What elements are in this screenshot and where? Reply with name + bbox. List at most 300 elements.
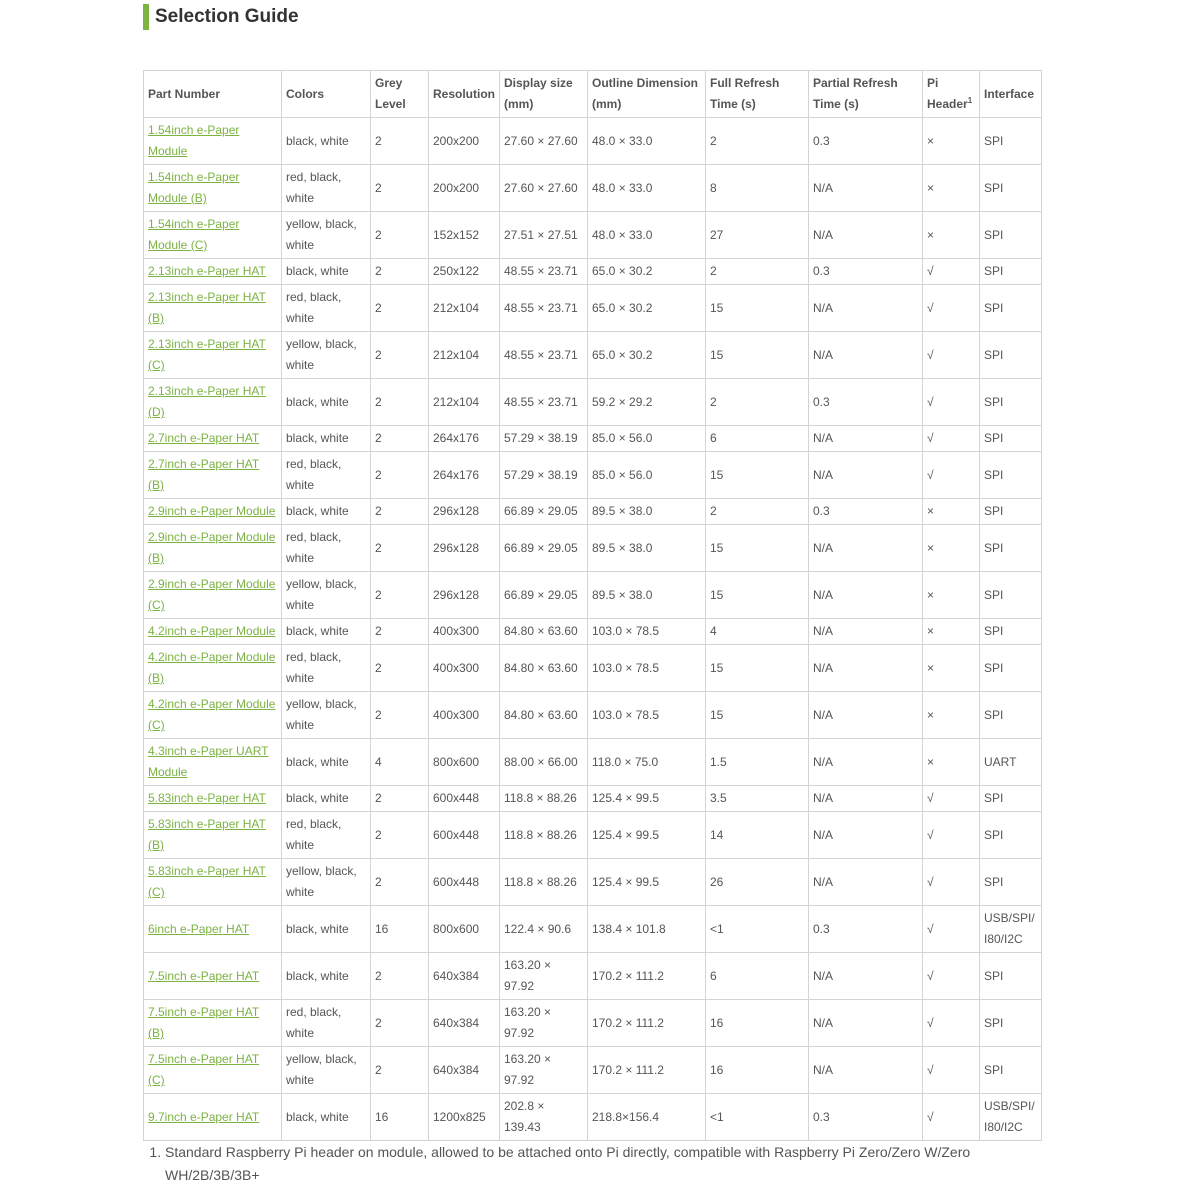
cell-iface: SPI [980,259,1042,285]
cell-pi: √ [923,426,980,452]
cell-part [144,525,282,572]
cell-iface: SPI [980,953,1042,1000]
cell-part [144,572,282,619]
cell-colors: red, black, white [282,1000,371,1047]
cell-pi: × [923,572,980,619]
cell-grey: 2 [371,499,429,525]
cell-disp: 57.29 × 38.19 [500,426,588,452]
column-header-label: Part Number [148,86,221,101]
cell-partial: N/A [809,212,923,259]
cell-colors: yellow, black, white [282,859,371,906]
cell-full: 1.5 [706,739,809,786]
cell-outline: 85.0 × 56.0 [588,452,706,499]
cell-pi: √ [923,332,980,379]
cell-grey: 2 [371,165,429,212]
cell-outline: 48.0 × 33.0 [588,118,706,165]
part-number-link[interactable]: 4.2inch e-Paper Module (C) [148,697,276,732]
footnote-marker: 1 [967,96,973,105]
cell-part [144,812,282,859]
cell-part [144,165,282,212]
cell-iface: UART [980,739,1042,786]
cell-iface: SPI [980,165,1042,212]
cell-iface: SPI [980,379,1042,426]
cell-partial: 0.3 [809,379,923,426]
table-row [144,379,1042,426]
cell-colors: black, white [282,118,371,165]
cell-iface: SPI [980,1000,1042,1047]
cell-partial: N/A [809,332,923,379]
cell-disp: 66.89 × 29.05 [500,572,588,619]
cell-partial: 0.3 [809,499,923,525]
cell-grey: 2 [371,1000,429,1047]
cell-res: 640x384 [429,1047,500,1094]
cell-res: 212x104 [429,379,500,426]
cell-disp: 27.60 × 27.60 [500,118,588,165]
column-header-outline [588,71,706,118]
cell-grey: 2 [371,426,429,452]
cell-res: 212x104 [429,332,500,379]
column-header-label: Pi Header [927,76,968,111]
column-header-label: Resolution [433,86,495,101]
cell-res: 212x104 [429,285,500,332]
cell-grey: 2 [371,786,429,812]
cell-outline: 125.4 × 99.5 [588,786,706,812]
cell-pi: √ [923,452,980,499]
part-number-link[interactable]: 2.13inch e-Paper HAT (C) [148,337,266,372]
cell-partial: N/A [809,953,923,1000]
cell-outline: 59.2 × 29.2 [588,379,706,426]
cell-outline: 85.0 × 56.0 [588,426,706,452]
cell-pi: √ [923,953,980,1000]
part-number-link[interactable]: 2.13inch e-Paper HAT (B) [148,290,266,325]
cell-disp: 118.8 × 88.26 [500,812,588,859]
cell-outline: 89.5 × 38.0 [588,499,706,525]
cell-full: 15 [706,285,809,332]
cell-grey: 2 [371,525,429,572]
cell-colors: black, white [282,499,371,525]
part-number-link[interactable]: 1.54inch e-Paper Module (C) [148,217,240,252]
cell-partial: N/A [809,452,923,499]
part-number-link[interactable]: 2.7inch e-Paper HAT (B) [148,457,260,492]
cell-disp: 48.55 × 23.71 [500,259,588,285]
column-header-label: Outline Dimension (mm) [592,76,699,111]
cell-partial: N/A [809,619,923,645]
cell-part [144,1094,282,1141]
cell-part [144,452,282,499]
cell-iface: SPI [980,859,1042,906]
table-header-row [144,71,1042,118]
cell-partial: N/A [809,426,923,452]
selection-guide-table [143,70,1042,1141]
table-row [144,619,1042,645]
cell-partial: N/A [809,525,923,572]
cell-partial: 0.3 [809,259,923,285]
part-number-link[interactable]: 1.54inch e-Paper Module (B) [148,170,240,205]
cell-outline: 170.2 × 111.2 [588,1000,706,1047]
column-header-partial [809,71,923,118]
table-row [144,739,1042,786]
cell-grey: 4 [371,739,429,786]
cell-full: 15 [706,525,809,572]
column-header-label: Partial Refresh Time (s) [813,76,898,111]
table-row [144,525,1042,572]
table-row [144,165,1042,212]
cell-full: 6 [706,426,809,452]
table-row [144,499,1042,525]
cell-part [144,786,282,812]
part-number-link[interactable]: 2.9inch e-Paper Module (C) [148,577,276,612]
cell-res: 250x122 [429,259,500,285]
cell-full: 6 [706,953,809,1000]
cell-grey: 2 [371,452,429,499]
cell-disp: 66.89 × 29.05 [500,525,588,572]
column-header-label: Grey Level [375,76,406,111]
cell-iface: SPI [980,692,1042,739]
cell-res: 640x384 [429,953,500,1000]
cell-disp: 57.29 × 38.19 [500,452,588,499]
cell-partial: N/A [809,739,923,786]
cell-outline: 138.4 × 101.8 [588,906,706,953]
cell-part [144,426,282,452]
cell-colors: yellow, black, white [282,1047,371,1094]
column-header-label: Interface [984,86,1035,101]
cell-pi: × [923,165,980,212]
cell-grey: 2 [371,212,429,259]
cell-outline: 103.0 × 78.5 [588,619,706,645]
cell-part [144,859,282,906]
cell-grey: 2 [371,332,429,379]
cell-colors: red, black, white [282,645,371,692]
cell-full: 2 [706,118,809,165]
cell-part [144,906,282,953]
cell-res: 296x128 [429,525,500,572]
cell-grey: 2 [371,619,429,645]
cell-full: <1 [706,906,809,953]
part-number-link[interactable]: 4.2inch e-Paper Module [148,624,276,638]
table-row [144,1047,1042,1094]
cell-disp: 122.4 × 90.6 [500,906,588,953]
cell-grey: 2 [371,572,429,619]
table-row [144,692,1042,739]
cell-disp: 27.60 × 27.60 [500,165,588,212]
cell-grey: 16 [371,906,429,953]
part-number-link[interactable]: 5.83inch e-Paper HAT [148,791,266,805]
part-number-link[interactable]: 6inch e-Paper HAT [148,921,250,936]
cell-part [144,379,282,426]
cell-iface: SPI [980,812,1042,859]
cell-outline: 48.0 × 33.0 [588,212,706,259]
cell-pi: √ [923,1047,980,1094]
cell-res: 264x176 [429,426,500,452]
cell-pi: × [923,739,980,786]
cell-disp: 48.55 × 23.71 [500,332,588,379]
cell-res: 640x384 [429,1000,500,1047]
cell-iface: SPI [980,499,1042,525]
cell-grey: 2 [371,118,429,165]
table-row [144,118,1042,165]
cell-disp: 27.51 × 27.51 [500,212,588,259]
column-header-part [144,71,282,118]
cell-full: 3.5 [706,786,809,812]
cell-colors: black, white [282,906,371,953]
cell-pi: √ [923,1094,980,1141]
cell-part [144,259,282,285]
cell-iface: USB/SPI/ I80/I2C [980,1094,1042,1141]
cell-disp: 163.20 × 97.92 [500,1047,588,1094]
cell-grey: 2 [371,645,429,692]
cell-part [144,692,282,739]
cell-iface: USB/SPI/ I80/I2C [980,906,1042,953]
part-number-link[interactable]: 5.83inch e-Paper HAT (C) [148,864,266,899]
cell-pi: × [923,118,980,165]
cell-iface: SPI [980,212,1042,259]
part-number-link[interactable]: 1.54inch e-Paper Module [148,123,240,158]
cell-pi: √ [923,259,980,285]
cell-full: 15 [706,692,809,739]
cell-full: <1 [706,1094,809,1141]
cell-grey: 2 [371,379,429,426]
cell-outline: 65.0 × 30.2 [588,332,706,379]
cell-partial: N/A [809,285,923,332]
cell-part [144,285,282,332]
table-row [144,426,1042,452]
cell-partial: N/A [809,572,923,619]
cell-colors: black, white [282,379,371,426]
cell-colors: yellow, black, white [282,692,371,739]
column-header-iface [980,71,1042,118]
cell-disp: 48.55 × 23.71 [500,379,588,426]
cell-outline: 125.4 × 99.5 [588,859,706,906]
cell-iface: SPI [980,525,1042,572]
cell-pi: √ [923,906,980,953]
cell-res: 296x128 [429,572,500,619]
column-header-grey [371,71,429,118]
cell-colors: black, white [282,259,371,285]
column-header-full [706,71,809,118]
cell-full: 2 [706,379,809,426]
cell-colors: black, white [282,619,371,645]
part-number-link[interactable]: 4.3inch e-Paper UART Module [148,744,269,779]
cell-outline: 103.0 × 78.5 [588,645,706,692]
cell-pi: × [923,525,980,572]
cell-part [144,1047,282,1094]
cell-res: 400x300 [429,692,500,739]
column-header-label: Display size (mm) [504,76,573,111]
part-number-link[interactable]: 4.2inch e-Paper Module (B) [148,650,276,685]
cell-grey: 2 [371,953,429,1000]
cell-pi: √ [923,1000,980,1047]
table-row [144,1000,1042,1047]
cell-res: 200x200 [429,165,500,212]
cell-grey: 2 [371,692,429,739]
cell-disp: 202.8 × 139.43 [500,1094,588,1141]
part-number-link[interactable]: 2.9inch e-Paper Module [148,504,276,518]
cell-part [144,118,282,165]
cell-part [144,645,282,692]
cell-colors: red, black, white [282,285,371,332]
cell-colors: black, white [282,426,371,452]
table-row [144,645,1042,692]
table-row [144,859,1042,906]
cell-outline: 103.0 × 78.5 [588,692,706,739]
table-row [144,259,1042,285]
table-row [144,786,1042,812]
cell-part [144,739,282,786]
cell-res: 400x300 [429,645,500,692]
cell-colors: yellow, black, white [282,332,371,379]
column-header-disp [500,71,588,118]
cell-colors: red, black, white [282,812,371,859]
cell-pi: √ [923,859,980,906]
cell-pi: √ [923,379,980,426]
cell-full: 2 [706,499,809,525]
cell-outline: 218.8×156.4 [588,1094,706,1141]
cell-res: 600x448 [429,859,500,906]
cell-grey: 2 [371,259,429,285]
cell-colors: black, white [282,953,371,1000]
cell-colors: black, white [282,1094,371,1141]
column-header-label: Colors [286,86,325,101]
cell-res: 600x448 [429,812,500,859]
cell-part [144,499,282,525]
cell-grey: 2 [371,1047,429,1094]
cell-iface: SPI [980,452,1042,499]
table-row [144,452,1042,499]
cell-full: 2 [706,259,809,285]
table-row [144,1094,1042,1141]
cell-outline: 65.0 × 30.2 [588,259,706,285]
cell-iface: SPI [980,786,1042,812]
cell-pi: √ [923,786,980,812]
cell-colors: yellow, black, white [282,212,371,259]
cell-disp: 163.20 × 97.92 [500,1000,588,1047]
footnotes [143,1141,1043,1187]
cell-outline: 48.0 × 33.0 [588,165,706,212]
cell-iface: SPI [980,118,1042,165]
cell-partial: N/A [809,1047,923,1094]
table-row [144,812,1042,859]
table-row [144,953,1042,1000]
cell-pi: √ [923,812,980,859]
cell-part [144,332,282,379]
cell-disp: 88.00 × 66.00 [500,739,588,786]
cell-full: 26 [706,859,809,906]
cell-res: 200x200 [429,118,500,165]
cell-partial: N/A [809,165,923,212]
cell-outline: 170.2 × 111.2 [588,953,706,1000]
cell-outline: 89.5 × 38.0 [588,572,706,619]
cell-full: 14 [706,812,809,859]
part-number-link[interactable]: 7.5inch e-Paper HAT [148,968,260,983]
part-number-link[interactable]: 2.13inch e-Paper HAT (D) [148,384,266,419]
cell-disp: 66.89 × 29.05 [500,499,588,525]
cell-colors: black, white [282,739,371,786]
cell-full: 8 [706,165,809,212]
cell-part [144,1000,282,1047]
part-number-link[interactable]: 9.7inch e-Paper HAT [148,1109,260,1124]
cell-outline: 118.0 × 75.0 [588,739,706,786]
cell-full: 15 [706,645,809,692]
cell-res: 800x600 [429,739,500,786]
cell-grey: 2 [371,285,429,332]
cell-colors: red, black, white [282,525,371,572]
cell-res: 296x128 [429,499,500,525]
cell-outline: 170.2 × 111.2 [588,1047,706,1094]
part-number-link[interactable]: 5.83inch e-Paper HAT (B) [148,817,266,852]
cell-iface: SPI [980,332,1042,379]
cell-partial: N/A [809,859,923,906]
cell-full: 15 [706,452,809,499]
cell-res: 800x600 [429,906,500,953]
cell-grey: 16 [371,1094,429,1141]
cell-full: 16 [706,1047,809,1094]
cell-disp: 163.20 × 97.92 [500,953,588,1000]
table-row [144,332,1042,379]
column-header-colors [282,71,371,118]
table-row [144,285,1042,332]
cell-full: 27 [706,212,809,259]
cell-full: 4 [706,619,809,645]
cell-pi: × [923,212,980,259]
cell-res: 264x176 [429,452,500,499]
cell-outline: 89.5 × 38.0 [588,525,706,572]
cell-pi: × [923,499,980,525]
part-number-link[interactable]: 7.5inch e-Paper HAT (B) [148,1005,260,1040]
cell-colors: black, white [282,786,371,812]
table-row [144,572,1042,619]
cell-colors: red, black, white [282,165,371,212]
cell-part [144,212,282,259]
cell-partial: 0.3 [809,1094,923,1141]
cell-disp: 118.8 × 88.26 [500,859,588,906]
cell-partial: N/A [809,1000,923,1047]
cell-full: 15 [706,572,809,619]
cell-disp: 84.80 × 63.60 [500,619,588,645]
cell-grey: 2 [371,812,429,859]
cell-partial: N/A [809,645,923,692]
part-number-link[interactable]: 2.7inch e-Paper HAT [148,431,260,445]
cell-res: 152x152 [429,212,500,259]
cell-grey: 2 [371,859,429,906]
page-title: Selection Guide [143,4,299,30]
cell-partial: 0.3 [809,906,923,953]
cell-res: 1200x825 [429,1094,500,1141]
cell-iface: SPI [980,645,1042,692]
column-header-res [429,71,500,118]
cell-iface: SPI [980,619,1042,645]
cell-outline: 125.4 × 99.5 [588,812,706,859]
footnote-item: 1. Standard Raspberry Pi header on module, allowed to be attached onto Pi directly, compatible with Raspberry Pi Zero/Zero W/Zero WH/2B/3B/3B+ [165,1141,1043,1187]
cell-iface: SPI [980,572,1042,619]
part-number-link[interactable]: 7.5inch e-Paper HAT (C) [148,1052,260,1087]
cell-disp: 48.55 × 23.71 [500,285,588,332]
cell-partial: N/A [809,692,923,739]
table-row [144,906,1042,953]
cell-disp: 118.8 × 88.26 [500,786,588,812]
cell-colors: red, black, white [282,452,371,499]
cell-iface: SPI [980,1047,1042,1094]
cell-part [144,619,282,645]
cell-outline: 65.0 × 30.2 [588,285,706,332]
cell-disp: 84.80 × 63.60 [500,692,588,739]
part-number-link[interactable]: 2.13inch e-Paper HAT [148,264,266,278]
cell-partial: 0.3 [809,118,923,165]
cell-pi: × [923,692,980,739]
cell-pi: × [923,619,980,645]
cell-partial: N/A [809,812,923,859]
part-number-link[interactable]: 2.9inch e-Paper Module (B) [148,530,276,565]
column-header-pi [923,71,980,118]
